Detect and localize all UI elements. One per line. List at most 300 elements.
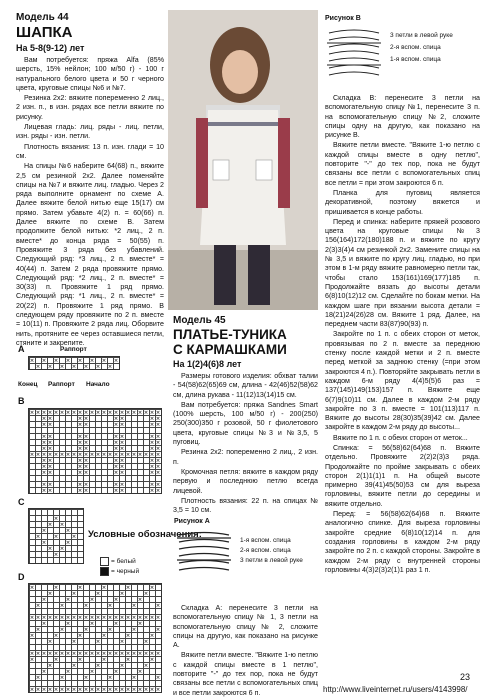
cell-mark: × — [71, 409, 77, 416]
cell-mark: × — [35, 602, 41, 609]
cell-mark: × — [77, 445, 83, 452]
cell-mark: × — [59, 409, 65, 416]
cell-mark: × — [83, 481, 89, 488]
cell-mark: × — [41, 439, 47, 446]
cell-mark: × — [155, 469, 161, 476]
paragraph: Резинка 2х2: попеременно 2 лиц., 2 изн. п. — [173, 448, 318, 466]
cell-mark: × — [41, 527, 47, 534]
cell-mark: × — [83, 457, 89, 464]
cell-mark: × — [83, 626, 89, 633]
cell-mark: × — [149, 650, 155, 657]
legend-white: = белый — [100, 557, 136, 566]
model44-label: Модель 44 — [16, 12, 69, 23]
paragraph: Перед и спинка: наберите пряжей розового цвета на круговые спицы №3 156(164)172(180)188 п. и вяжите по кругу 2(3)3(4)4 см резинкой 2х2. Замените спицы на № 3,5 и вяжите по кругу лиц. гладью, но при этом в 1-м ряду вяжите равномерно петли так, чтобы стало 153(161)169(177)185 п. Продолжайте вязать до высоты детали 6(8)10(12)12 см. Сделайте по бокам метки. На каждом шаге при вязании высота детали = 18(21)24(26)28 см. Вяжите 1 ряд. Далее, на переднем части 83(87)90(93) п. — [325, 217, 480, 329]
cell-mark: × — [35, 674, 41, 681]
cell-mark: × — [47, 487, 53, 493]
cell-mark: × — [89, 596, 95, 603]
paragraph: Плотность вязания: 13 п. изн. глади = 10 см. — [16, 142, 164, 160]
chart-a-rapport: Раппорт — [60, 346, 87, 353]
cell-mark: × — [155, 626, 161, 633]
cell-mark: × — [143, 409, 149, 416]
cell-mark: × — [119, 439, 125, 446]
paragraph: Вяжите по 1 п. с обеих сторон от меток... — [333, 433, 468, 442]
cell-mark: × — [131, 614, 137, 621]
cell-mark: × — [113, 463, 119, 470]
cell-mark: × — [53, 357, 59, 364]
cell-mark: × — [113, 439, 119, 446]
cell-mark: × — [95, 638, 101, 645]
cell-mark: × — [47, 662, 53, 669]
model45-continued — [173, 604, 318, 699]
cell-mark: × — [137, 409, 143, 416]
cell-mark: × — [71, 451, 77, 458]
cell-mark: × — [149, 656, 155, 663]
cell-mark: × — [143, 451, 149, 458]
cell-mark: × — [77, 433, 83, 440]
cell-mark: × — [47, 363, 53, 369]
cell-mark: × — [149, 457, 155, 464]
cell-mark: × — [113, 668, 119, 675]
cell-mark: × — [83, 463, 89, 470]
cell-mark: × — [119, 662, 125, 669]
cell-mark: × — [155, 650, 161, 657]
cell-mark: × — [119, 409, 125, 416]
cell-mark: × — [35, 451, 41, 458]
chart-d-grid — [28, 583, 162, 693]
cell-mark: × — [101, 357, 107, 364]
cell-mark: × — [41, 620, 47, 627]
cell-mark: × — [131, 626, 137, 633]
cell-mark: × — [53, 656, 59, 663]
cell-mark: × — [119, 457, 125, 464]
cell-mark: × — [71, 662, 77, 669]
chart-a-rapport2: Раппорт — [48, 381, 75, 388]
model45-title1: ПЛАТЬЕ-ТУНИКА — [173, 327, 287, 342]
cell-mark: × — [125, 584, 131, 591]
cell-mark: × — [83, 674, 89, 681]
cell-mark: × — [47, 545, 53, 552]
model44-size: На 5-8(9-12) лет — [16, 43, 85, 53]
cell-mark: × — [149, 433, 155, 440]
cell-mark: × — [119, 686, 125, 692]
figure-a-l1: 1-я вспом. спица — [240, 537, 291, 544]
cell-mark: × — [29, 686, 35, 692]
cell-mark: × — [77, 463, 83, 470]
chart-c-grid — [28, 508, 84, 564]
cell-mark: × — [119, 469, 125, 476]
cell-mark: × — [119, 614, 125, 621]
cell-mark: × — [47, 521, 53, 528]
figure-b-l1: 3 петли в левой руке — [390, 32, 453, 39]
cell-mark: × — [113, 614, 119, 621]
cell-mark: × — [35, 363, 41, 369]
cell-mark: × — [83, 439, 89, 446]
cell-mark: × — [59, 614, 65, 621]
paragraph: Лицевая гладь: лиц. ряды - лиц. петли, изн. ряды - изн. петли. — [16, 123, 164, 141]
cell-mark: × — [41, 481, 47, 488]
cell-mark: × — [83, 363, 89, 369]
cell-mark: × — [89, 409, 95, 416]
cell-mark: × — [77, 415, 83, 422]
cell-mark: × — [119, 590, 125, 597]
cell-mark: × — [29, 584, 35, 591]
cell-mark: × — [89, 451, 95, 458]
cell-mark: × — [125, 686, 131, 692]
cell-mark: × — [65, 668, 71, 675]
cell-mark: × — [131, 674, 137, 681]
cell-mark: × — [59, 626, 65, 633]
chart-a-start: Начало — [86, 381, 110, 388]
cell-mark: × — [143, 662, 149, 669]
cell-mark: × — [95, 686, 101, 692]
cell-mark: × — [155, 451, 161, 458]
cell-mark: × — [131, 451, 137, 458]
cell-mark: × — [149, 469, 155, 476]
cell-mark: × — [83, 602, 89, 609]
chart-a-grid — [28, 356, 120, 370]
cell-mark: × — [101, 409, 107, 416]
cell-mark: × — [53, 533, 59, 540]
cell-mark: × — [101, 686, 107, 692]
cell-mark: × — [77, 469, 83, 476]
cell-mark: × — [41, 409, 47, 416]
cell-mark: × — [149, 451, 155, 458]
cell-mark: × — [113, 357, 119, 364]
cell-mark: × — [131, 686, 137, 692]
cell-mark: × — [131, 650, 137, 657]
page-number: 23 — [460, 672, 471, 682]
cell-mark: × — [77, 487, 83, 493]
cell-mark: × — [47, 469, 53, 476]
cell-mark: × — [47, 409, 53, 416]
paragraph: Плотность вязания: 22 п. на спицах № 3,5 = 10 см. — [173, 496, 318, 515]
cell-mark: × — [107, 409, 113, 416]
cell-mark: × — [143, 590, 149, 597]
cell-mark: × — [155, 602, 161, 609]
cell-mark: × — [59, 650, 65, 657]
figure-a-label: Рисунок А — [174, 518, 210, 525]
cell-mark: × — [155, 457, 161, 464]
cell-mark: × — [131, 602, 137, 609]
cell-mark: × — [113, 457, 119, 464]
cell-mark: × — [113, 596, 119, 603]
cell-mark: × — [95, 662, 101, 669]
cell-mark: × — [47, 463, 53, 470]
cell-mark: × — [101, 632, 107, 639]
cell-mark: × — [83, 433, 89, 440]
cell-mark: × — [113, 650, 119, 657]
cell-mark: × — [149, 421, 155, 428]
cell-mark: × — [53, 686, 59, 692]
cell-mark: × — [107, 674, 113, 681]
cell-mark: × — [65, 451, 71, 458]
cell-mark: × — [71, 614, 77, 621]
paragraph: Вам потребуется: пряжа Alfa (85% шерсть, 15% нейлон; 100 м/50 г) - 100 г натурального белого цвета и 50 г черного цвета, круговые спицы №6 и №7. — [16, 56, 164, 92]
cell-mark: × — [35, 614, 41, 621]
cell-mark: × — [29, 656, 35, 663]
figure-b-l3: 1-я вспом. спица — [390, 56, 441, 63]
paragraph: Вяжите петли вместе. "Вяжите 1-ю петлю с каждой спицы вместе в 1 петлю", повторите "-" до тех пор, пока не будут связаны все петли с вспомогательных спиц и все петли закроются 6 п. — [173, 651, 318, 697]
cell-mark: × — [41, 421, 47, 428]
cell-mark: × — [77, 439, 83, 446]
chart-a-label: A — [18, 344, 25, 354]
cell-mark: × — [137, 620, 143, 627]
cell-mark: × — [119, 638, 125, 645]
cell-mark: × — [59, 674, 65, 681]
cell-mark: × — [29, 451, 35, 458]
cell-mark: × — [113, 421, 119, 428]
figure-b-l2: 2-я вспом. спица — [390, 44, 441, 51]
cell-mark: × — [29, 409, 35, 416]
cell-mark: × — [95, 650, 101, 657]
cell-mark: × — [41, 357, 47, 364]
cell-mark: × — [113, 415, 119, 422]
paragraph: На спицы №6 наберите 64(68) п., вяжите 2,5 см резинкой 2х2. Далее поменяйте спицы на №7 и вяжите лиц. гладью. Через 2 ряда выполните орнамент по схеме А. Далее вяжите белой нитью еще 15(17) см прямо. Затем убавьте 4(2) п. = 60(66) п. Далее вяжите по схеме В. Затем продолжите белой нитью: *2 лиц., 2 п. вместе* до конца ряда = 50(55) п. Провяжите 3 ряда без убавлений. Следующий ряд: *3 лиц., 2 п. вместе* = 40(44) п. Затем 2 ряда провяжите прямо. Следующий ряд: *2 лиц., 2 п. вместе* = 30(33) п. Провяжите 1 ряд прямо. Следующий ряд: *1 лиц., 2 п. вместе* = 20(22) п. Провяжите 1 ряд прямо. В следующем ряду провяжите по 2 п. вместе = 10(11) п. Провяжите 2 ряда лиц. Оборвите нить, протяните ее через оставшиеся петли, стяните и закрепите. — [16, 162, 164, 347]
cell-mark: × — [95, 363, 101, 369]
cell-mark: × — [155, 674, 161, 681]
cell-mark: × — [47, 421, 53, 428]
cell-mark: × — [137, 451, 143, 458]
cell-mark: × — [149, 463, 155, 470]
cell-mark: × — [125, 409, 131, 416]
model44-column — [16, 12, 164, 349]
cell-mark: × — [155, 409, 161, 416]
model45-title2: С КАРМАШКАМИ — [173, 342, 287, 357]
right-column — [325, 94, 480, 576]
cell-mark: × — [53, 614, 59, 621]
paragraph: Планка для пуговиц является декоративной, поэтому вяжется и пришивается в конце работы. — [325, 188, 480, 216]
cell-mark: × — [77, 650, 83, 657]
paragraph: Перед: = 56(58)62(64)68 п. Вяжите аналогично спинке. Для выреза горловины закройте средние 6(8)10(12)14 п. для создания горловины в каждом 2-м ряду закройте по 2 п. с каждой стороны. Закройте в каждом 2-м ряду с внутренней стороны горловины 4(3)2(3)2(1)1 раз 1 п. — [325, 510, 480, 574]
chart-b-grid — [28, 408, 162, 494]
paragraph: Вяжите петли вместе. "Вяжите 1-ю петлю с каждой спицы вместе в одну петлю", повторите "-" до тех пор, пока не будут связаны все петли с вспомогательных спиц все петли = при этом закроются 6 п. — [325, 141, 480, 187]
cell-mark: × — [89, 357, 95, 364]
cell-mark: × — [83, 415, 89, 422]
figure-a-illustration — [174, 530, 234, 580]
cell-mark: × — [53, 515, 59, 522]
paragraph: Размеры готового изделия: обхват талии - 54(58)62(65)69 см, длина - 42(46)52(58)62 см, длина рукава - 11(12)13(14)15 см. — [173, 372, 318, 399]
cell-mark: × — [35, 409, 41, 416]
cell-mark: × — [65, 409, 71, 416]
cell-mark: × — [119, 415, 125, 422]
cell-mark: × — [149, 445, 155, 452]
cell-mark: × — [59, 686, 65, 692]
cell-mark: × — [143, 638, 149, 645]
cell-mark: × — [101, 656, 107, 663]
cell-mark: × — [95, 409, 101, 416]
cell-mark: × — [155, 415, 161, 422]
cell-mark: × — [47, 457, 53, 464]
cell-mark: × — [59, 451, 65, 458]
paragraph: Резинка 2х2: вяжите попеременно 2 лиц., 2 изн. п., в изн. рядах все петли вяжите по рисунку. — [16, 94, 164, 121]
cell-mark: × — [47, 415, 53, 422]
cell-mark: × — [53, 584, 59, 591]
cell-mark: × — [83, 421, 89, 428]
cell-mark: × — [41, 433, 47, 440]
legend-title: Условные обозначения: — [88, 529, 202, 540]
cell-mark: × — [77, 632, 83, 639]
figure-a-l2: 2-я вспом. спица — [240, 547, 291, 554]
cell-mark: × — [155, 487, 161, 493]
cell-mark: × — [77, 421, 83, 428]
cell-mark: × — [113, 469, 119, 476]
cell-mark: × — [35, 686, 41, 692]
cell-mark: × — [71, 533, 77, 540]
cell-mark: × — [125, 656, 131, 663]
cell-mark: × — [53, 409, 59, 416]
cell-mark: × — [77, 614, 83, 621]
cell-mark: × — [41, 451, 47, 458]
cell-mark: × — [41, 614, 47, 621]
cell-mark: × — [83, 445, 89, 452]
cell-mark: × — [125, 451, 131, 458]
figure-b-illustration — [325, 27, 383, 83]
cell-mark: × — [77, 357, 83, 364]
cell-mark: × — [77, 409, 83, 416]
cell-mark: × — [53, 451, 59, 458]
cell-mark: × — [83, 650, 89, 657]
cell-mark: × — [65, 527, 71, 534]
cell-mark: × — [101, 650, 107, 657]
cell-mark: × — [65, 539, 71, 546]
paragraph: Закройте по 1 п. с обеих сторон от меток, провязывая по 2 п. вместе за переднюю стенку после каждой метки и 2 п. вместе перед меткой за заднюю стенку (=при этом закроются 4 п.). Повторяйте закрывать петли в каждом 6-м ряду 4(4)5(5)6 раз = 137(145)149(153)157 п. Вяжите еще 6(7)9(10)11 см. Далее в каждом 2-м ряду закройте по 3 п. вместе = 101(113)117 п. Вяжите до высоты 28(30)35(39)42 см. Далее закройте в каждом 2-м ряду до высоты... — [325, 330, 480, 432]
cell-mark: × — [137, 668, 143, 675]
model45-label: Модель 45 — [173, 315, 226, 326]
cell-mark: × — [107, 614, 113, 621]
cell-mark: × — [155, 481, 161, 488]
model45-column — [173, 315, 318, 516]
paragraph: Кромочная петля: вяжите в каждом ряду первую и последнюю петлю всегда лицевой. — [173, 467, 318, 495]
cell-mark: × — [47, 614, 53, 621]
figure-b-label: Рисунок В — [325, 15, 361, 22]
cell-mark: × — [77, 584, 83, 591]
child-photo — [168, 10, 318, 310]
chart-d-label: D — [18, 572, 25, 582]
cell-mark: × — [71, 686, 77, 692]
cell-mark: × — [89, 668, 95, 675]
cell-mark: × — [149, 632, 155, 639]
cell-mark: × — [59, 602, 65, 609]
cell-mark: × — [107, 602, 113, 609]
cell-mark: × — [95, 614, 101, 621]
cell-mark: × — [149, 415, 155, 422]
cell-mark: × — [155, 439, 161, 446]
cell-mark: × — [137, 596, 143, 603]
cell-mark: × — [83, 487, 89, 493]
cell-mark: × — [125, 614, 131, 621]
cell-mark: × — [107, 626, 113, 633]
legend-black: = черный — [100, 567, 139, 576]
cell-mark: × — [119, 445, 125, 452]
cell-mark: × — [113, 620, 119, 627]
cell-mark: × — [119, 481, 125, 488]
cell-mark: × — [95, 451, 101, 458]
cell-mark: × — [89, 614, 95, 621]
cell-mark: × — [149, 481, 155, 488]
cell-mark: × — [149, 409, 155, 416]
cell-mark: × — [113, 409, 119, 416]
cell-mark: × — [119, 487, 125, 493]
cell-mark: × — [47, 650, 53, 657]
cell-mark: × — [119, 463, 125, 470]
cell-mark: × — [29, 632, 35, 639]
cell-mark: × — [125, 650, 131, 657]
cell-mark: × — [95, 590, 101, 597]
cell-mark: × — [41, 539, 47, 546]
cell-mark: × — [125, 632, 131, 639]
paragraph: Спинка: = 56(58)62(64)68 п. Вяжите отдельно. Провяжите 2(2)2(3)3 ряда. Продолжайте по пройме закрывать с обеих сторон 2(1)1(1)1 п. На общей высоте примерно 39(41)45(50)53 см для выреза горловины, вяжите петли до середины и вяжите отдельно. — [325, 443, 480, 508]
cell-mark: × — [41, 686, 47, 692]
cell-mark: × — [65, 620, 71, 627]
black-swatch-icon — [100, 567, 109, 576]
cell-mark: × — [77, 451, 83, 458]
cell-mark: × — [155, 421, 161, 428]
cell-mark: × — [119, 451, 125, 458]
cell-mark: × — [143, 686, 149, 692]
cell-mark: × — [59, 545, 65, 552]
cell-mark: × — [59, 521, 65, 528]
cell-mark: × — [131, 409, 137, 416]
cell-mark: × — [155, 433, 161, 440]
cell-mark: × — [113, 451, 119, 458]
cell-mark: × — [83, 451, 89, 458]
cell-mark: × — [47, 686, 53, 692]
cell-mark: × — [149, 584, 155, 591]
cell-mark: × — [65, 614, 71, 621]
cell-mark: × — [89, 620, 95, 627]
model45-size: На 1(2)4(6)8 лет — [173, 359, 242, 369]
cell-mark: × — [83, 469, 89, 476]
cell-mark: × — [71, 650, 77, 657]
cell-mark: × — [41, 457, 47, 464]
cell-mark: × — [35, 626, 41, 633]
cell-mark: × — [47, 481, 53, 488]
paragraph: Вам потребуется: пряжа Sandnes Smart (100% шерсть, 100 м/50 г) - 200(250) 250(300)350 г розовой, 50 г фиолетового цвета, круговые спицы №3 и №3,5, 5 пуговиц. — [173, 400, 318, 447]
cell-mark: × — [119, 650, 125, 657]
chart-c-label: C — [18, 497, 25, 507]
cell-mark: × — [155, 463, 161, 470]
cell-mark: × — [41, 650, 47, 657]
source-url[interactable]: http://www.liveinternet.ru/users/4143998/ — [323, 685, 468, 694]
cell-mark: × — [47, 433, 53, 440]
model44-title: ШАПКА — [16, 24, 73, 41]
cell-mark: × — [107, 451, 113, 458]
chart-b-label: B — [18, 396, 25, 406]
cell-mark: × — [149, 439, 155, 446]
cell-mark: × — [143, 650, 149, 657]
cell-mark: × — [101, 614, 107, 621]
cell-mark: × — [35, 650, 41, 657]
figure-a-l3: 3 петли в левой руке — [240, 557, 303, 564]
cell-mark: × — [47, 590, 53, 597]
cell-mark: × — [47, 445, 53, 452]
cell-mark: × — [113, 686, 119, 692]
cell-mark: × — [113, 433, 119, 440]
cell-mark: × — [83, 686, 89, 692]
cell-mark: × — [137, 614, 143, 621]
cell-mark: × — [83, 614, 89, 621]
cell-mark: × — [53, 551, 59, 558]
cell-mark: × — [77, 481, 83, 488]
cell-mark: × — [41, 445, 47, 452]
cell-mark: × — [137, 686, 143, 692]
cell-mark: × — [77, 457, 83, 464]
white-swatch-icon — [100, 557, 109, 566]
cell-mark: × — [47, 439, 53, 446]
cell-mark: × — [41, 469, 47, 476]
cell-mark: × — [71, 590, 77, 597]
cell-mark: × — [107, 686, 113, 692]
